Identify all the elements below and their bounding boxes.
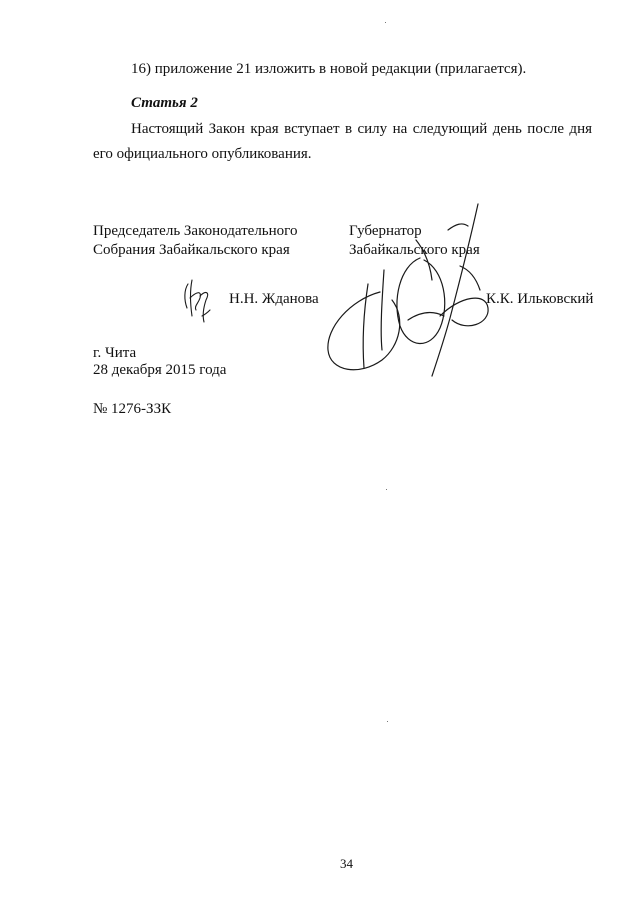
scan-speck xyxy=(386,489,387,490)
place: г. Чита xyxy=(93,345,137,361)
left-handwritten-signature xyxy=(178,276,218,326)
date: 28 декабря 2015 года xyxy=(93,362,227,378)
scan-speck xyxy=(387,721,388,722)
right-signatory-name: К.К. Ильковский xyxy=(486,291,594,307)
right-signatory-title-line2: Забайкальского края xyxy=(349,242,480,258)
law-number: № 1276-ЗЗК xyxy=(93,401,172,417)
page-number: 34 xyxy=(340,856,353,871)
right-signatory-title-line1: Губернатор xyxy=(349,223,422,239)
article-text-line2: его официального опубликования. xyxy=(93,146,312,162)
left-signatory-name: Н.Н. Жданова xyxy=(229,291,319,307)
article-text-line1: Настоящий Закон края вступает в силу на следующий день после дня xyxy=(131,121,592,137)
item-16-text: 16) приложение 21 изложить в новой редакции (прилагается). xyxy=(131,61,527,77)
left-signatory-title-line1: Председатель Законодательного xyxy=(93,223,298,239)
scan-speck xyxy=(385,22,386,23)
article-heading: Статья 2 xyxy=(131,95,198,111)
left-signatory-title-line2: Собрания Забайкальского края xyxy=(93,242,290,258)
